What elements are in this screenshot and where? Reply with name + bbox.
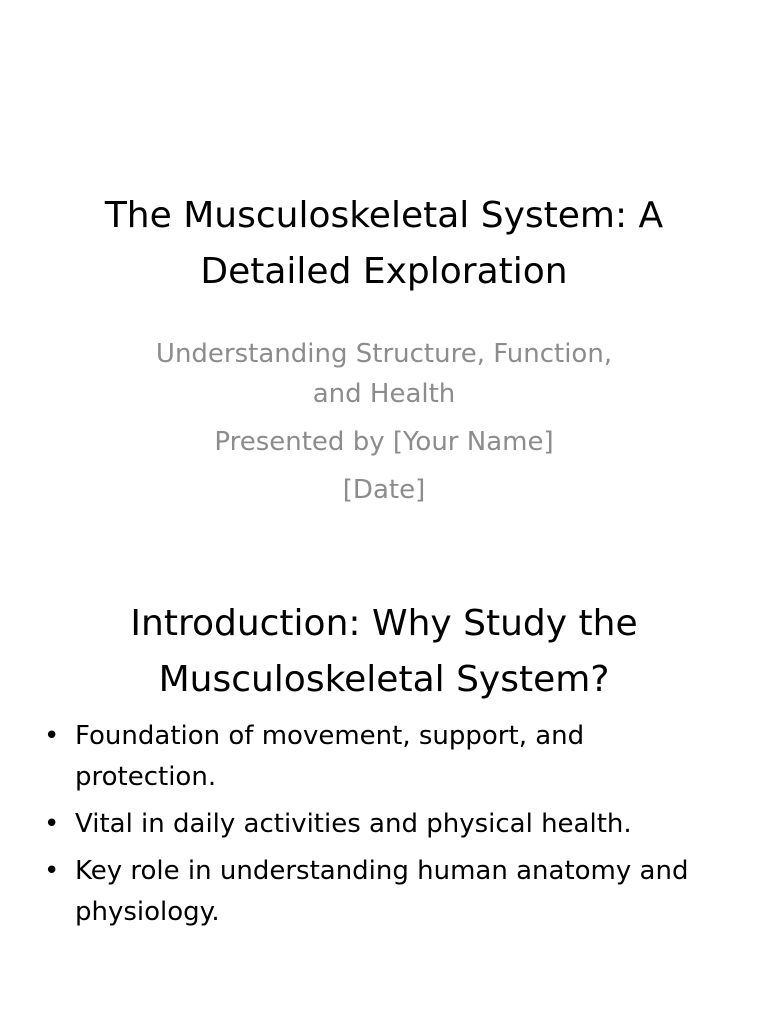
- subtitle-line: Understanding Structure, Function,: [155, 339, 613, 369]
- slide-title-heading: [40, 188, 728, 300]
- slide-introduction: [0, 576, 768, 1024]
- bullet-line: physiology.: [75, 897, 220, 927]
- date-line: [Date]: [342, 475, 426, 505]
- title-line: Detailed Exploration: [200, 251, 568, 292]
- presenter-line: Presented by [Your Name]: [214, 427, 554, 457]
- bullet-line: Vital in daily activities and physical health.: [75, 809, 632, 839]
- bullet-item: [40, 716, 740, 798]
- bullet-icon: •: [44, 721, 60, 751]
- bullet-line: Key role in understanding human anatomy and: [75, 856, 689, 886]
- slide-subtitle: [100, 334, 668, 518]
- bullet-text: [75, 716, 740, 798]
- bullet-list: [40, 716, 740, 939]
- slide-heading: [40, 596, 728, 708]
- heading-line: Introduction: Why Study the: [130, 603, 638, 644]
- title-line: The Musculoskeletal System: A: [104, 195, 664, 236]
- heading-line: Musculoskeletal System?: [158, 659, 610, 700]
- bullet-icon: •: [44, 856, 60, 886]
- bullet-item: [40, 804, 740, 845]
- bullet-line: protection.: [75, 762, 217, 792]
- bullet-icon: •: [44, 809, 60, 839]
- subtitle-line: and Health: [312, 379, 456, 409]
- bullet-text: [75, 804, 740, 845]
- bullet-text: [75, 851, 740, 933]
- bullet-item: [40, 851, 740, 933]
- bullet-line: Foundation of movement, support, and: [75, 721, 585, 751]
